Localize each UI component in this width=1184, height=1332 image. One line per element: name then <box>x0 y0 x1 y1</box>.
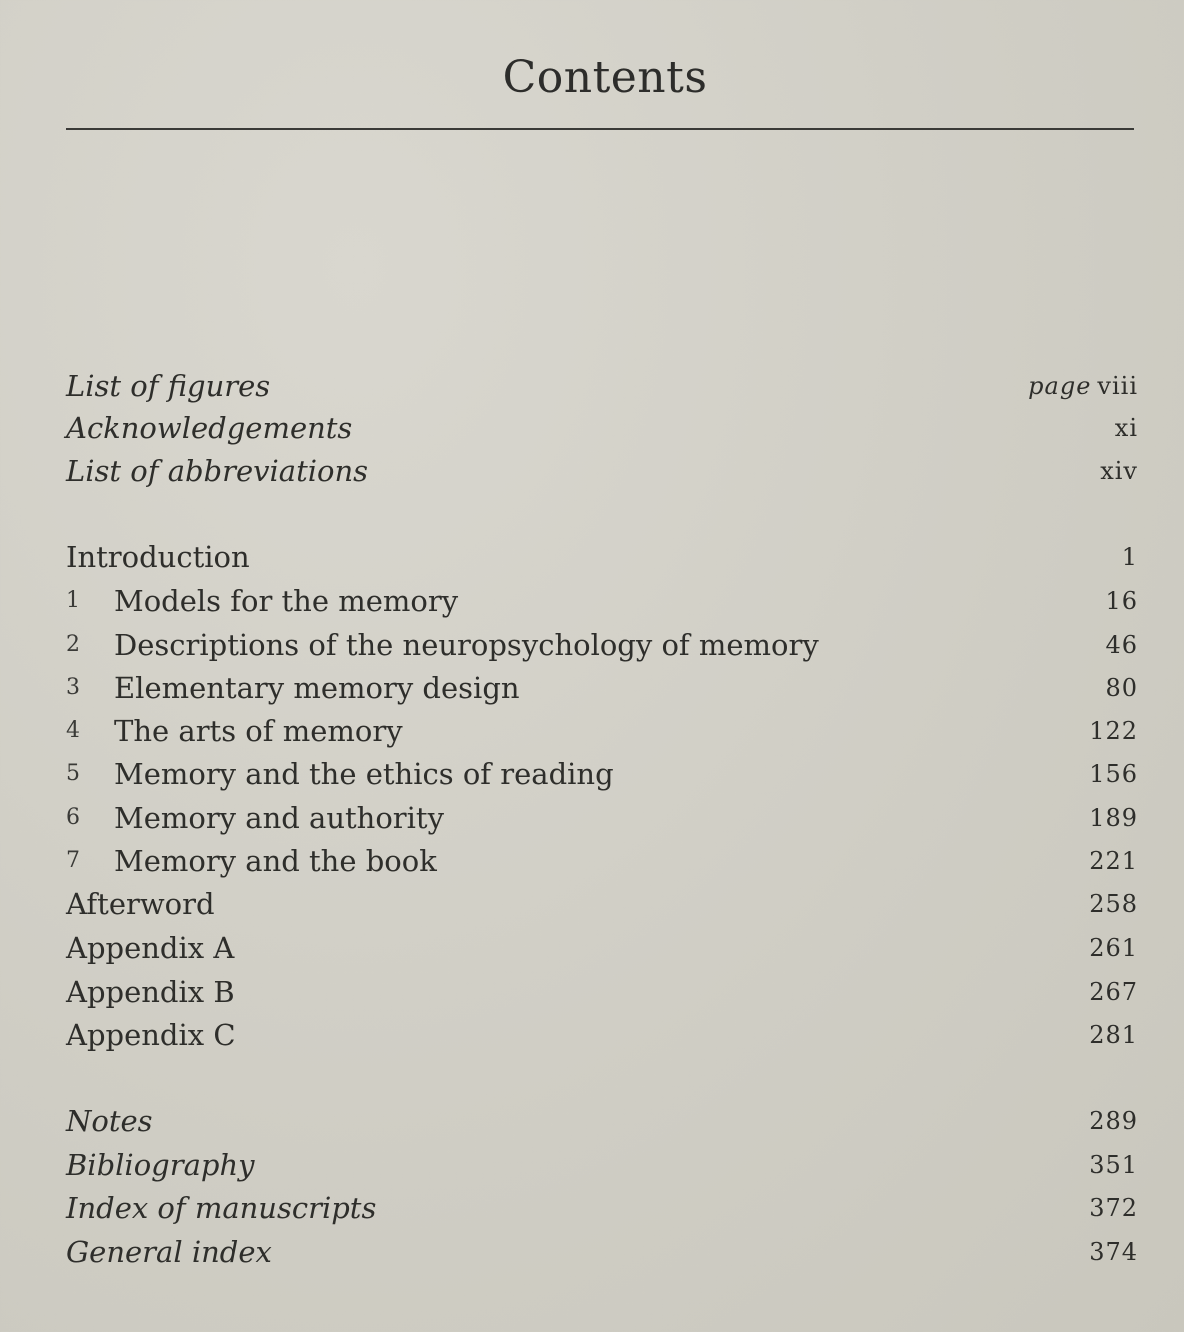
toc-entry-chapter-1 <box>66 581 1138 621</box>
toc-entry-list-of-figures <box>66 366 1138 406</box>
toc-entry-label: Memory and the book <box>114 844 437 878</box>
toc-entry-label: Appendix B <box>66 975 235 1009</box>
toc-entry-general-index <box>66 1232 1138 1272</box>
toc-entry-page: 258 <box>1089 890 1138 918</box>
toc-entry-label: Descriptions of the neuropsychology of memory <box>114 628 819 662</box>
toc-entry-chapter-2 <box>66 625 1138 665</box>
toc-entry-introduction <box>66 537 1138 577</box>
toc-entry-chapter-6 <box>66 798 1138 838</box>
chapter-number: 7 <box>66 848 80 873</box>
chapter-number: 5 <box>66 761 80 786</box>
page-title: Contents <box>502 52 708 103</box>
toc-entry-label: Elementary memory design <box>114 671 520 705</box>
toc-entry-appendix-b <box>66 972 1138 1012</box>
toc-entry-label: Memory and authority <box>114 801 444 835</box>
toc-entry-page: 289 <box>1089 1107 1138 1135</box>
toc-entry-label: Acknowledgements <box>66 411 353 445</box>
toc-entry-label: Appendix A <box>66 931 235 965</box>
toc-entry-page: 122 <box>1089 717 1138 745</box>
toc-entry-index-of-manuscripts <box>66 1188 1138 1228</box>
toc-entry-page: 189 <box>1089 804 1138 832</box>
toc-entry-label: Models for the memory <box>114 584 459 618</box>
toc-entry-label: Appendix C <box>66 1018 236 1052</box>
toc-entry-page: 372 <box>1089 1194 1138 1222</box>
toc-entry-page: 261 <box>1089 934 1138 962</box>
page-number: viii <box>1097 372 1138 400</box>
title-rule <box>66 128 1134 130</box>
toc-entry-label: Introduction <box>66 540 250 574</box>
toc-entry-page <box>1028 366 1138 406</box>
toc-entry-appendix-a <box>66 928 1138 968</box>
toc-entry-page: 281 <box>1089 1021 1138 1049</box>
toc-entry-label: Afterword <box>66 887 215 921</box>
toc-entry-label: List of abbreviations <box>66 454 369 488</box>
toc-entry-page: 16 <box>1105 587 1138 615</box>
toc-entry-afterword <box>66 884 1138 924</box>
toc-entry-page: 267 <box>1089 978 1138 1006</box>
toc-entry-label: Bibliography <box>66 1148 255 1182</box>
toc-entry-page: 1 <box>1121 543 1138 571</box>
toc-entry-list-of-abbreviations <box>66 451 1138 491</box>
toc-entry-notes <box>66 1101 1138 1141</box>
toc-entry-bibliography <box>66 1145 1138 1185</box>
toc-entry-chapter-7 <box>66 841 1138 881</box>
chapter-number: 3 <box>66 675 80 700</box>
toc-entry-label: Notes <box>66 1104 153 1138</box>
toc-entry-label: Memory and the ethics of reading <box>114 757 614 791</box>
toc-entry-label: List of figures <box>66 369 271 403</box>
toc-entry-label: General index <box>66 1235 272 1269</box>
toc-entry-page: 156 <box>1089 760 1138 788</box>
toc-entry-page: 351 <box>1089 1151 1138 1179</box>
chapter-number: 1 <box>66 588 80 613</box>
toc-entry-page: 46 <box>1105 631 1138 659</box>
toc-entry-page: xiv <box>1100 457 1138 485</box>
toc-entry-acknowledgements <box>66 408 1138 448</box>
toc-entry-chapter-5 <box>66 754 1138 794</box>
toc-entry-label: Index of manuscripts <box>66 1191 377 1225</box>
page-prefix: page <box>1028 372 1092 400</box>
chapter-number: 4 <box>66 718 80 743</box>
chapter-number: 6 <box>66 805 80 830</box>
toc-entry-chapter-3 <box>66 668 1138 708</box>
toc-entry-page: 221 <box>1089 847 1138 875</box>
toc-entry-page: xi <box>1114 414 1138 442</box>
toc-entry-chapter-4 <box>66 711 1138 751</box>
toc-entry-label: The arts of memory <box>114 714 403 748</box>
chapter-number: 2 <box>66 632 80 657</box>
toc-entry-appendix-c <box>66 1015 1138 1055</box>
toc-entry-page: 374 <box>1089 1238 1138 1266</box>
toc-entry-page: 80 <box>1105 674 1138 702</box>
